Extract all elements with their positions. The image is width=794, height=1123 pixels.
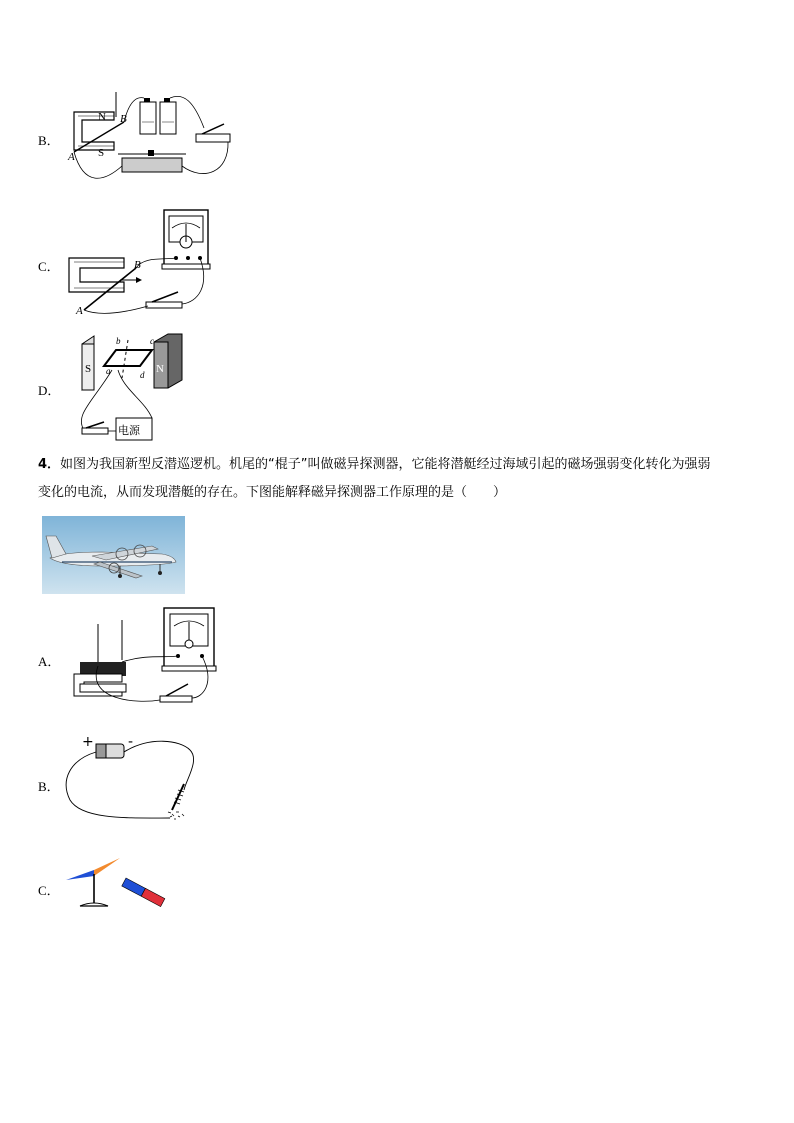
figure-option-b-prev xyxy=(64,92,239,192)
label-n: N xyxy=(98,111,106,123)
label-a: a xyxy=(106,366,111,376)
option-label-b-prev: B． xyxy=(38,133,60,148)
question-text-line-1: 如图为我国新型反潜巡逻机。机尾的“棍子”叫做磁异探测器，它能将潜艇经过海域引起的磁场强弱变化转化为强弱 xyxy=(60,457,711,472)
option-label-c-prev: C． xyxy=(38,259,60,274)
q4-figure-option-c xyxy=(64,856,174,912)
label-b: B xyxy=(120,113,127,125)
label-n: N xyxy=(156,363,164,375)
label-c: c xyxy=(150,336,154,346)
option-label-d-prev: D． xyxy=(38,383,61,398)
label-s: S xyxy=(98,147,105,159)
battery-minus-label: - xyxy=(128,734,134,750)
battery-plus-label: + xyxy=(82,734,94,750)
q4-option-label-b: B． xyxy=(38,779,60,794)
label-d: d xyxy=(140,370,145,380)
power-supply-label: 电源 xyxy=(118,424,140,437)
q4-figure-option-b xyxy=(60,730,200,822)
label-a: A xyxy=(76,305,83,316)
question-4-text xyxy=(38,451,763,507)
label-b: B xyxy=(134,259,141,271)
q4-option-label-c: C． xyxy=(38,883,60,898)
label-a: A xyxy=(68,151,75,163)
label-s: S xyxy=(85,363,92,375)
question-number: 4． xyxy=(38,457,61,472)
q4-option-label-a: A． xyxy=(38,654,61,669)
label-b: b xyxy=(116,336,121,346)
figure-option-d-prev xyxy=(64,330,204,445)
patrol-aircraft-photo xyxy=(42,516,185,594)
q4-figure-option-a xyxy=(66,604,218,708)
question-text-line-2: 变化的电流，从而发现潜艇的存在。下图能解释磁异探测器工作原理的是（ ） xyxy=(38,485,507,500)
figure-option-c-prev xyxy=(64,206,214,316)
